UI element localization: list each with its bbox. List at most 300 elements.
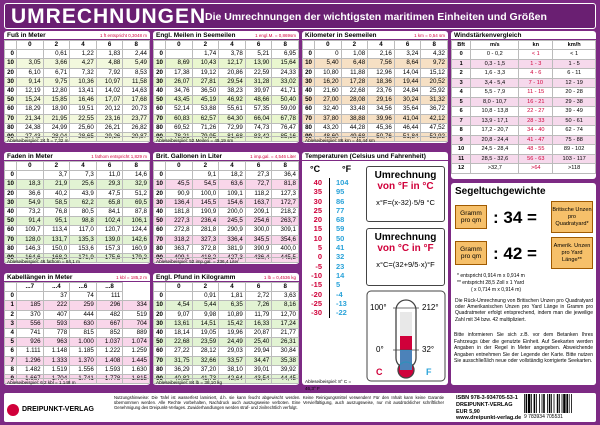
wind-cell: 56 - 63 <box>519 154 553 164</box>
faden-cell: 43,9 <box>70 189 97 198</box>
amerik-unzen-box: Amerik. Unzen pro Yard Länge** <box>551 237 593 269</box>
pfund-row <box>154 310 299 319</box>
km-cell: 5,40 <box>315 59 342 68</box>
faden-cell: 146,3 <box>17 244 44 253</box>
pfund-row <box>154 292 299 301</box>
celsius-value: 20 <box>313 215 322 225</box>
wind-cell: 13,9 - 17,1 <box>471 116 519 126</box>
km-cell: 49,68 <box>341 132 368 141</box>
kabel-cell: 926 <box>17 338 44 347</box>
gallonen-cell: 127,3 <box>272 189 299 198</box>
gallonen-row <box>154 226 299 235</box>
km-row <box>303 86 448 95</box>
kabel-cell: 1.445 <box>123 356 150 365</box>
pfund-cell: 43,54 <box>245 374 272 383</box>
faden-row-head: 30 <box>5 198 17 207</box>
pfund-cell: 13,61 <box>166 319 193 328</box>
pfund-cell: 23,59 <box>192 338 219 347</box>
gallonen-cell: 427,3 <box>219 253 246 262</box>
faden-row <box>5 171 150 180</box>
km-row-head: 90 <box>303 132 315 141</box>
pfund-cell: 31,75 <box>166 356 193 365</box>
pfund-note: 1 lb = 0,4536 kg <box>263 274 296 280</box>
faden-col-head: 0 <box>17 162 44 171</box>
faden-row-head: 0 <box>5 171 17 180</box>
km-cell: 2,16 <box>368 50 395 59</box>
km-cell: 6,48 <box>341 59 368 68</box>
fuss-col-head: 2 <box>43 41 70 50</box>
pfund-cell: 38,10 <box>219 365 246 374</box>
meilen-note: 1 engl.M. = 0,869sm <box>255 32 296 38</box>
segel-text: Die Rück-Umrechnung von Britischen Unzen pro Quadratyard oder Amerikanischen Unzen pro Yard Länge in Gramm pro Quadratmeter erfolgt entsprechend, indem man die jeweilige Zahl mit 34 bzw. 42 multipliziert. <box>455 298 593 323</box>
faden-cell: 168,2 <box>43 253 70 262</box>
meilen-row-head: 0 <box>154 50 166 59</box>
wind-cell: 1,6 - 3,3 <box>471 69 519 79</box>
km-col-head: 6 <box>394 41 421 50</box>
barcode-bar <box>543 394 545 413</box>
wind-row <box>452 154 596 164</box>
publisher-name-2: DREIPUNKT-VERLAG <box>456 402 513 408</box>
pfund-row-head: 0 <box>154 292 166 301</box>
km-cell: 20,52 <box>421 77 448 86</box>
kabel-cell: 1.519 <box>43 365 70 374</box>
faden-cell: 58,5 <box>43 198 70 207</box>
wind-cell: 16 - 21 <box>519 97 553 107</box>
wind-cell: 48 - 55 <box>519 145 553 155</box>
gallonen-cell: 254,6 <box>245 217 272 226</box>
thermo-32: 32° <box>422 345 435 354</box>
km-cell: 14,04 <box>394 68 421 77</box>
pfund-cell: 8,16 <box>272 301 299 310</box>
gallonen-cell: 27,3 <box>245 171 272 180</box>
meilen-cell: 74,73 <box>245 123 272 132</box>
celsius-value: -5 <box>315 261 322 271</box>
kabel-example: Ableseibeispiel: 6,2 kbl = 1.148 m <box>4 378 150 385</box>
fuss-note: 1 ft entspricht 0,3048 m <box>99 32 147 38</box>
website: www.dreipunkt-verlag.de <box>456 415 522 421</box>
pfund-cell: 6,35 <box>219 301 246 310</box>
fuss-row <box>5 59 150 68</box>
fuss-cell: 20,12 <box>96 105 123 114</box>
fuss-row <box>5 105 150 114</box>
gallonen-cell: 209,1 <box>245 207 272 216</box>
meilen-table <box>153 40 299 142</box>
meilen-cell: 12,17 <box>219 59 246 68</box>
faden-cell: 14,6 <box>123 171 150 180</box>
pfund-cell: 10,89 <box>219 310 246 319</box>
km-cell: 29,16 <box>368 96 395 105</box>
faden-cell: 84,1 <box>96 207 123 216</box>
gallonen-cell: 327,3 <box>192 235 219 244</box>
meilen-row <box>154 50 299 59</box>
kabel-cell: 1.074 <box>123 338 150 347</box>
fuss-cell: 9,14 <box>17 77 44 86</box>
fuss-cell: 14,63 <box>123 86 150 95</box>
panel-km-seemeilen <box>302 31 448 143</box>
faden-cell: 54,9 <box>17 198 44 207</box>
km-row <box>303 77 448 86</box>
kabel-row-head: 1 <box>5 301 17 310</box>
faden-col-head: 2 <box>43 162 70 171</box>
pfund-cell: 11,79 <box>245 310 272 319</box>
meilen-row <box>154 59 299 68</box>
faden-cell: 62,2 <box>70 198 97 207</box>
fuss-col-head: 6 <box>96 41 123 50</box>
km-cell: 25,92 <box>421 86 448 95</box>
barcode-bar <box>539 394 540 413</box>
gallonen-cell: 363,7 <box>166 244 193 253</box>
pfund-cell: 14,51 <box>192 319 219 328</box>
fuss-cell: 18,90 <box>43 105 70 114</box>
wind-row <box>452 145 596 155</box>
wind-cell: 41 - 47 <box>519 135 553 145</box>
gallonen-row-head: 90 <box>154 253 166 262</box>
wind-row <box>452 97 596 107</box>
kabel-row-head: 3 <box>5 319 17 328</box>
fuss-col-head: 4 <box>70 41 97 50</box>
faden-cell: 135,3 <box>70 235 97 244</box>
km-cell: 42,12 <box>421 114 448 123</box>
kabel-row <box>5 347 150 356</box>
fuss-cell: 28,04 <box>43 132 70 141</box>
kabel-cell: 37 <box>43 292 70 301</box>
faden-row <box>5 226 150 235</box>
fuss-cell: 17,68 <box>123 96 150 105</box>
gallonen-cell: 18,2 <box>219 171 246 180</box>
meilen-cell: 55,61 <box>219 105 246 114</box>
fuss-cell: 6,10 <box>17 68 44 77</box>
fuss-cell: 17,07 <box>96 96 123 105</box>
meilen-cell: 33,02 <box>272 77 299 86</box>
fuss-cell: 20,73 <box>123 105 150 114</box>
kabel-cell: 889 <box>123 328 150 337</box>
wind-cell: 29 - 38 <box>553 97 596 107</box>
formula2-title: Umrechnung <box>374 232 437 243</box>
legal-text: Nutzungshinweise: Die Tafel ist wasserfest laminiert, d.h. sie kann feucht abgewischt werden. Keine Reinigungsmittel verwenden! Für den Inhalt kann keine Garantie übernommen werden. Alle Rechte vorbehalten, Nachdruck auch auszugsweise verboten. Eine Vervielfältigung, auch auszugsweise, nur mit ausdrücklicher schriftlicher Genehmigung des Dreipunkt-Verlages. Zuwiderhandlungen werden straf- und zivilrechtlich verfolgt. <box>114 395 444 411</box>
pfund-cell: 3,63 <box>272 292 299 301</box>
fuss-cell: 2,44 <box>123 50 150 59</box>
fahrenheit-value: 95 <box>336 187 345 197</box>
pfund-col-head: 4 <box>219 283 246 292</box>
fuss-row <box>5 68 150 77</box>
faden-col-head: 4 <box>70 162 97 171</box>
faden-cell: 124,4 <box>123 226 150 235</box>
fuss-cell: 29,87 <box>123 132 150 141</box>
fuss-cell: 26,82 <box>123 123 150 132</box>
km-cell: 24,84 <box>394 86 421 95</box>
meilen-row <box>154 96 299 105</box>
pfund-col-head: 8 <box>272 283 299 292</box>
thermo-c: C <box>376 367 383 377</box>
wind-row <box>452 107 596 117</box>
brit-unzen-box: Britische Unzen pro Quadratyard* <box>551 201 593 233</box>
formula2-eq: x°C=(32+9/5·x)°F <box>376 260 435 269</box>
km-col-head <box>303 41 315 50</box>
km-cell: 52,92 <box>421 132 448 141</box>
kabel-row-head: 5 <box>5 338 17 347</box>
wind-table <box>451 40 596 174</box>
segel-note-1: * entspricht 0,914 m x 0,914 m <box>457 273 525 279</box>
pfund-title: Engl. Pfund in Kilogramm <box>156 273 236 281</box>
km-cell: 16,20 <box>315 77 342 86</box>
km-cell: 50,76 <box>368 132 395 141</box>
faden-row-head: 90 <box>5 253 17 262</box>
km-cell: 17,28 <box>341 77 368 86</box>
gallonen-row <box>154 189 299 198</box>
gallonen-cell: 236,4 <box>192 217 219 226</box>
pfund-cell: 0,91 <box>192 292 219 301</box>
meilen-cell: 50,40 <box>272 96 299 105</box>
kabel-cell <box>17 292 44 301</box>
hinweis-text: Bitte informieren Sie sich z.B. vor dem Betanken Ihres Fahrzeugs über die genutzte Einheit. Auf Seekarten werden Angaben in der Regel in Meter angegeben. Abweichende Angaben entnehmen Sie der Legende der Karte. Bitte nutzen Sie ausschließlich neue oder vollständig korrigierte Seekarten. <box>454 332 593 364</box>
km-cell: 15,12 <box>421 68 448 77</box>
barcode-bar <box>571 394 572 413</box>
meilen-col-head: 4 <box>219 41 246 50</box>
kabel-cell: 1.333 <box>43 356 70 365</box>
gallonen-row <box>154 244 299 253</box>
meilen-row-head: 90 <box>154 132 166 141</box>
faden-cell: 11,0 <box>96 171 123 180</box>
meilen-cell: 46,92 <box>219 96 246 105</box>
fuss-cell: 12,80 <box>43 86 70 95</box>
fahrenheit-value: 14 <box>336 270 345 280</box>
pfund-col-head: 0 <box>166 283 193 292</box>
meilen-row <box>154 68 299 77</box>
faden-cell: 95,1 <box>43 217 70 226</box>
wind-cell: 5,5 - 7,9 <box>471 88 519 98</box>
formula2-sub: von °C in °F <box>377 243 434 254</box>
wind-cell: 12 - 19 <box>553 78 596 88</box>
meilen-cell: 17,38 <box>166 68 193 77</box>
wind-cell: 1 <box>452 59 471 69</box>
barcode-bar <box>562 394 563 413</box>
divide-34: : 34 = <box>493 208 537 227</box>
gallonen-cell: 9,1 <box>192 171 219 180</box>
wind-col-head: Bft <box>452 41 471 50</box>
gallonen-cell: 263,7 <box>272 217 299 226</box>
kabel-cell: 74 <box>70 292 97 301</box>
faden-cell: 164,6 <box>17 253 44 262</box>
meilen-cell: 57,35 <box>245 105 272 114</box>
kabel-row-head: 8 <box>5 365 17 374</box>
meilen-cell: 72,99 <box>219 123 246 132</box>
pfund-row-head: 20 <box>154 310 166 319</box>
fuss-cell: 24,38 <box>17 123 44 132</box>
pfund-cell: 19,05 <box>192 328 219 337</box>
meilen-cell: 76,47 <box>272 123 299 132</box>
wind-cell: 0,3 - 1,5 <box>471 59 519 69</box>
celsius-value: 35 <box>313 187 322 197</box>
faden-cell: 117,0 <box>70 226 97 235</box>
gallonen-cell: 90,9 <box>166 189 193 198</box>
kabel-cell: 667 <box>96 319 123 328</box>
fuss-cell: 29,26 <box>96 132 123 141</box>
pfund-row <box>154 319 299 328</box>
gramm-box-2: Gramm pro qm <box>455 241 487 265</box>
kabel-cell: 1.482 <box>17 365 44 374</box>
km-cell: 21,60 <box>315 86 342 95</box>
barcode-number: 9 783934 705531 <box>524 414 563 420</box>
panel-windstaerke <box>451 31 596 179</box>
meilen-row-head: 50 <box>154 96 166 105</box>
kabel-row-head: 2 <box>5 310 17 319</box>
kabel-row <box>5 356 150 365</box>
km-cell: 12,96 <box>368 68 395 77</box>
km-cell: 22,68 <box>341 86 368 95</box>
meilen-cell: 3,78 <box>219 50 246 59</box>
fuss-example: Ableseibeispiel: 24 ft = 7,32 m <box>4 136 150 143</box>
kabel-cell: 1.259 <box>123 347 150 356</box>
km-row <box>303 59 448 68</box>
wind-col-head: km/h <box>553 41 596 50</box>
km-row-head: 10 <box>303 59 315 68</box>
faden-cell: 106,1 <box>123 217 150 226</box>
pfund-cell: 39,01 <box>245 365 272 374</box>
barcode-bar <box>547 394 548 413</box>
meilen-col-head: 8 <box>272 41 299 50</box>
wind-cell: 12 <box>452 164 471 174</box>
pfund-cell: 12,70 <box>272 310 299 319</box>
gallonen-cell: 372,8 <box>192 244 219 253</box>
pfund-cell: 29,94 <box>245 347 272 356</box>
gallonen-cell: 400,0 <box>272 244 299 253</box>
pfund-cell: 22,68 <box>166 338 193 347</box>
km-cell: 45,36 <box>368 123 395 132</box>
km-cell: 9,72 <box>421 59 448 68</box>
meilen-col-head: 2 <box>192 41 219 50</box>
km-cell: 36,72 <box>421 105 448 114</box>
gallonen-row-head: 60 <box>154 226 166 235</box>
fuss-row-head: 90 <box>5 132 17 141</box>
meilen-row-head: 20 <box>154 68 166 77</box>
wind-row <box>452 50 596 60</box>
celsius-head: °C <box>310 164 321 174</box>
pfund-cell: 37,20 <box>192 365 219 374</box>
wind-cell: 5 <box>452 97 471 107</box>
kabel-cell: 1.815 <box>123 374 150 383</box>
faden-cell: 160,9 <box>123 244 150 253</box>
km-col-head: 4 <box>368 41 395 50</box>
meilen-cell: 53,88 <box>192 105 219 114</box>
meilen-cell: 52,14 <box>166 105 193 114</box>
wind-cell: 0 <box>452 50 471 60</box>
meilen-cell: 8,69 <box>166 59 193 68</box>
wind-row <box>452 78 596 88</box>
kabel-col-head: ...6 <box>70 283 97 292</box>
meilen-cell: 83,42 <box>245 132 272 141</box>
meilen-cell: 69,52 <box>166 123 193 132</box>
fuss-cell: 25,60 <box>70 123 97 132</box>
kabel-cell: 444 <box>70 310 97 319</box>
gallonen-cell: 354,6 <box>272 235 299 244</box>
pfund-cell <box>166 292 193 301</box>
fahrenheit-value: 77 <box>336 205 345 215</box>
meilen-cell: 27,81 <box>192 77 219 86</box>
pfund-row-head: 80 <box>154 365 166 374</box>
kabel-row-head: 9 <box>5 374 17 383</box>
barcode-bar <box>549 394 551 413</box>
gallonen-cell: 190,9 <box>192 207 219 216</box>
faden-cell: 113,4 <box>43 226 70 235</box>
fuss-row-head: 20 <box>5 68 17 77</box>
kabel-cell: 1.408 <box>96 356 123 365</box>
kabel-cell: 630 <box>70 319 97 328</box>
wind-cell: 34 - 40 <box>519 126 553 136</box>
gallonen-cell: 245,5 <box>219 217 246 226</box>
fuss-cell: 14,02 <box>96 86 123 95</box>
fuss-cell: 27,43 <box>17 132 44 141</box>
meilen-cell: 81,68 <box>219 132 246 141</box>
pfund-cell: 2,72 <box>245 292 272 301</box>
kabel-col-head: ...8 <box>96 283 123 292</box>
gallonen-cell: 445,5 <box>272 253 299 262</box>
kabel-col-head: ...4 <box>43 283 70 292</box>
meilen-cell: 39,97 <box>245 86 272 95</box>
km-row-head: 0 <box>303 50 315 59</box>
meilen-cell: 31,28 <box>245 77 272 86</box>
faden-cell: 91,4 <box>17 217 44 226</box>
wind-cell: 6 - 11 <box>553 69 596 79</box>
gallonen-cell: 100,0 <box>192 189 219 198</box>
gallonen-row <box>154 235 299 244</box>
wind-row <box>452 126 596 136</box>
wind-cell: 89 - 102 <box>553 145 596 155</box>
meilen-row-head: 80 <box>154 123 166 132</box>
wind-cell: 28,5 - 32,6 <box>471 154 519 164</box>
meilen-cell: 20,86 <box>219 68 246 77</box>
thermo-100: 100° <box>370 303 387 312</box>
kabel-row <box>5 319 150 328</box>
wind-cell: >64 <box>519 164 553 174</box>
km-cell: 18,36 <box>368 77 395 86</box>
pfund-row-head: 10 <box>154 301 166 310</box>
faden-row <box>5 198 150 207</box>
meilen-cell: 43,45 <box>166 96 193 105</box>
wind-cell: 4 <box>452 88 471 98</box>
pfund-cell: 39,92 <box>272 365 299 374</box>
faden-cell: 98,8 <box>70 217 97 226</box>
km-cell: 51,84 <box>394 132 421 141</box>
kabel-cell: 963 <box>43 338 70 347</box>
kabel-cell: 741 <box>17 328 44 337</box>
fahrenheit-value: 50 <box>336 233 345 243</box>
celsius-value: 30 <box>313 196 322 206</box>
meilen-cell: 26,07 <box>166 77 193 86</box>
pfund-cell: 24,49 <box>219 338 246 347</box>
faden-cell: 25,6 <box>70 180 97 189</box>
thermo-f: F <box>426 367 432 377</box>
kabel-cell: 1.556 <box>70 365 97 374</box>
faden-cell: 150,0 <box>43 244 70 253</box>
meilen-cell: 10,43 <box>192 59 219 68</box>
fuss-cell: 24,99 <box>43 123 70 132</box>
fahrenheit-head: °F <box>342 164 352 174</box>
fuss-row-head: 10 <box>5 59 17 68</box>
barcode-bar <box>554 394 555 413</box>
gallonen-table <box>153 161 299 263</box>
meilen-cell: 15,64 <box>272 59 299 68</box>
kabel-row-head: 6 <box>5 347 17 356</box>
meilen-row <box>154 105 299 114</box>
panel-temperatur <box>302 152 448 391</box>
pfund-col-head <box>154 283 166 292</box>
gallonen-cell: 409,1 <box>166 253 193 262</box>
fuss-cell: 22,55 <box>70 114 97 123</box>
km-cell: 32,40 <box>315 105 342 114</box>
fuss-cell: 5,49 <box>123 59 150 68</box>
celsius-value: 15 <box>313 224 322 234</box>
wind-row <box>452 135 596 145</box>
